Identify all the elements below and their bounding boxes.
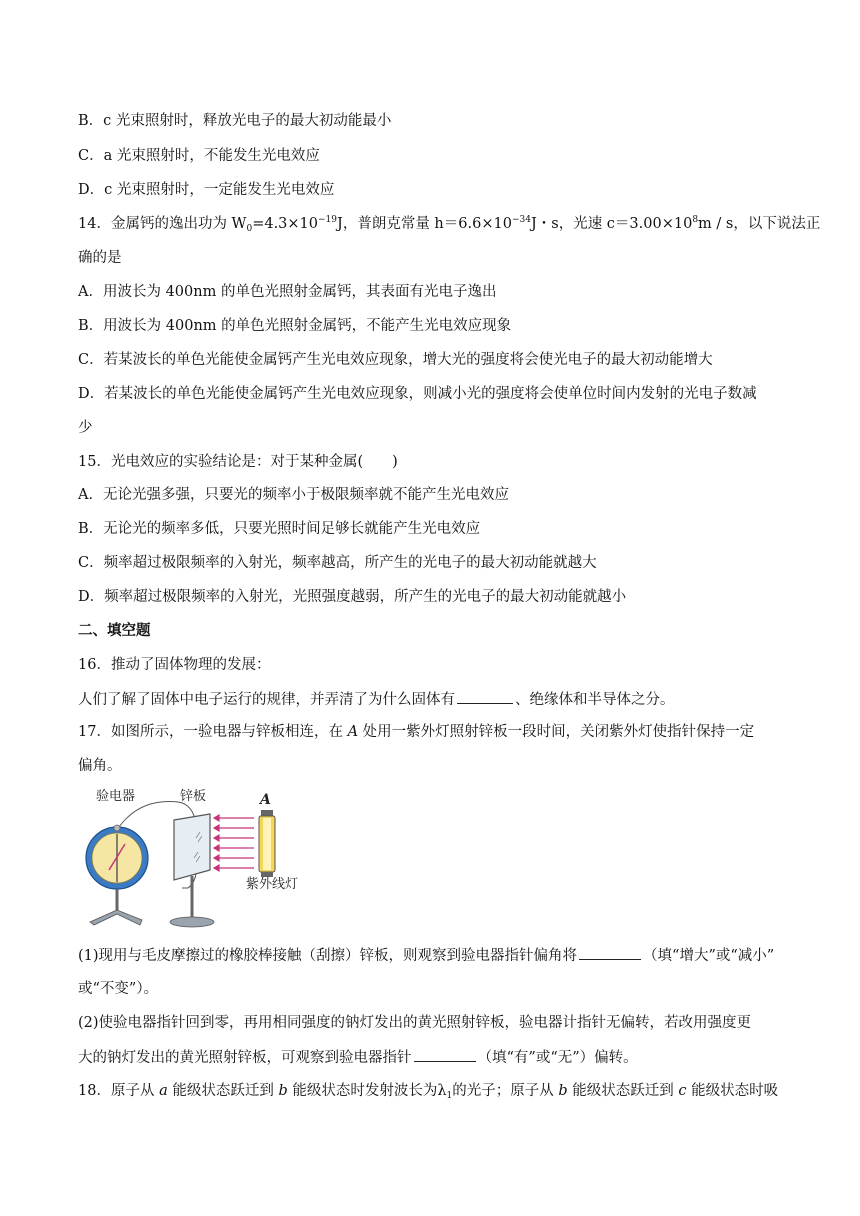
q15-option-a: A．无论光强多强，只要光的频率小于极限频率就不能产生光电效应 (78, 487, 509, 503)
q14-stem (78, 214, 821, 234)
q17-p1-answer-blank[interactable] (579, 945, 641, 960)
q17-text-a: 17．如图所示，一验电器与锌板相连，在 (78, 724, 343, 740)
q14-stem-line2: 确的是 (78, 250, 122, 266)
q16-line2 (78, 689, 790, 710)
q14-c-text: J・s，光速 c＝3.00×10 (530, 216, 693, 232)
q14-option-d-line2: 少 (78, 420, 93, 436)
q18-level-a: a (159, 1083, 168, 1099)
q17-stem-line2: 偏角。 (78, 758, 122, 774)
label-electroscope: 验电器 (96, 789, 136, 804)
q16-stem: 16．推动了固体物理的发展： (78, 657, 271, 673)
q18-text-1: 18．原子从 (78, 1083, 155, 1099)
q18-level-b2: b (558, 1083, 568, 1099)
q18-text-4: 的光子；原子从 (452, 1083, 554, 1099)
label-uv-lamp: 紫外线灯 (246, 877, 299, 892)
uv-lamp-cap-top (261, 810, 273, 816)
q15-option-c: C．频率超过极限频率的入射光，频率越高，所产生的光电子的最大初动能就越大 (78, 555, 597, 571)
q14-option-a: A．用波长为 400nm 的单色光照射金属钙，其表面有光电子逸出 (78, 284, 497, 300)
q14-c-exponent: 8 (692, 215, 699, 225)
q18-stem (78, 1081, 790, 1101)
q14-h-text: J，普朗克常量 h＝6.6×10 (337, 216, 512, 232)
q17-point-a: A (347, 724, 359, 740)
uv-lamp-cap-bottom (261, 872, 273, 877)
q14-w-value: =4.3×10 (252, 216, 319, 232)
q13-option-c: C．a 光束照射时，不能发生光电效应 (78, 148, 320, 164)
q17-p1-text-a: (1)现用与毛皮摩擦过的橡胶棒接触（刮擦）锌板，则观察到验电器指针偏角将 (78, 948, 578, 964)
q18-lambda-subscript: 1 (446, 1091, 453, 1101)
uv-rays (214, 815, 254, 871)
q16-text-a: 人们了解了固体中电子运行的规律，并弄清了为什么固体有 (78, 692, 455, 708)
q17-p1-text-b: （填“增大”或“减小” (643, 948, 775, 964)
q17-part2: (2)使验电器指针回到零，再用相同强度的钠灯发出的黄光照射锌板，验电器计指针无偏转，若改用强度更 (78, 1015, 752, 1031)
q14-c-unit: m / s，以下说法正 (698, 216, 821, 232)
q14-option-c: C．若某波长的单色光能使金属钙产生光电效应现象，增大光的强度将会使光电子的最大初动能增大 (78, 352, 713, 368)
q13-option-d: D．c 光束照射时，一定能发生光电效应 (78, 182, 335, 198)
q17-part2-line2 (78, 1047, 790, 1068)
label-a: A (260, 792, 271, 808)
q14-w-exponent: −19 (318, 215, 338, 225)
q14-w-subscript: 0 (246, 224, 253, 234)
electroscope-knob (114, 825, 120, 831)
q18-text-2: 能级状态跃迁到 (172, 1083, 274, 1099)
q16-text-b: 、绝缘体和半导体之分。 (515, 692, 675, 708)
q13-option-b: B．c 光束照射时，释放光电子的最大初动能最小 (78, 113, 392, 129)
q17-part1-line2: 或“不变”）。 (78, 981, 159, 997)
q17-stem (78, 722, 790, 742)
q18-text-3: 能级状态时发射波长为λ (292, 1083, 447, 1099)
q14-stem-text: 14．金属钙的逸出功为 W (78, 216, 247, 232)
zinc-plate-base (170, 917, 214, 927)
q17-p2-answer-blank[interactable] (414, 1047, 476, 1062)
q14-h-exponent: −34 (511, 215, 531, 225)
q16-answer-blank[interactable] (457, 689, 513, 704)
zinc-plate (174, 814, 210, 880)
q18-text-6: 能级状态时吸 (691, 1083, 779, 1099)
q17-part1 (78, 945, 790, 966)
q17-p2-text-a: 大的钠灯发出的黄光照射锌板，可观察到验电器指针 (78, 1050, 412, 1066)
q15-option-d: D．频率超过极限频率的入射光，光照强度越弱，所产生的光电子的最大初动能就越小 (78, 589, 627, 605)
electroscope-tripod (90, 910, 142, 925)
q17-text-b: 处用一紫外灯照射锌板一段时间，关闭紫外灯使指针保持一定 (362, 724, 755, 740)
electroscope-figure (78, 784, 299, 930)
q14-option-d: D．若某波长的单色光能使金属钙产生光电效应现象，则减小光的强度将会使单位时间内发射的光电子数减 (78, 386, 757, 402)
q15-option-b: B．无论光的频率多低，只要光照时间足够长就能产生光电效应 (78, 521, 481, 537)
q18-level-b: b (278, 1083, 288, 1099)
q15-stem: 15．光电效应的实验结论是：对于某种金属( ) (78, 454, 398, 470)
q17-p2-text-b: （填“有”或“无”）偏转。 (477, 1050, 638, 1066)
section-title-fill-in: 二、填空题 (78, 623, 151, 639)
uv-lamp-glow (263, 818, 271, 870)
label-zinc-plate: 锌板 (180, 789, 207, 804)
q18-level-c: c (678, 1083, 687, 1099)
q14-option-b: B．用波长为 400nm 的单色光照射金属钙，不能产生光电效应现象 (78, 318, 512, 334)
q18-text-5: 能级状态跃迁到 (572, 1083, 674, 1099)
